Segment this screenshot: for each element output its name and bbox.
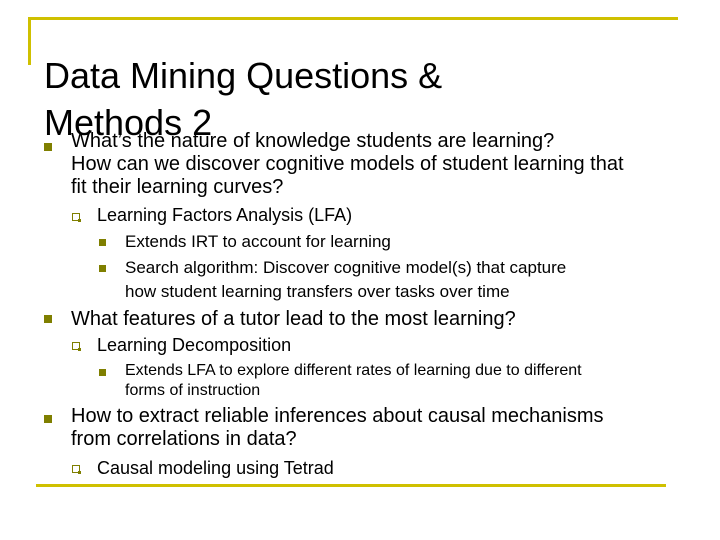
bullet-line: Extends IRT to account for learning [125,232,391,251]
bullet-2-text [71,308,691,331]
frame-left-rule [28,17,31,65]
square-bullet-icon [44,143,52,151]
sub-sub-bullet-lfa-extension [125,361,685,401]
hollow-square-bullet-icon [72,213,80,221]
bullet-line: What features of a tutor lead to the most learning? [71,308,516,330]
sub-sub-bullet-search [125,256,685,304]
frame-top-rule [28,17,678,20]
hollow-square-bullet-icon [72,342,80,350]
hollow-square-bullet-icon [72,465,80,473]
bullet-line: How can we discover cognitive models of student learning that [71,153,624,175]
square-bullet-icon [44,315,52,323]
bullet-line: from correlations in data? [71,428,297,450]
title-line: Data Mining Questions & [44,55,443,97]
bullet-line: fit their learning curves? [71,176,284,198]
sub-sub-bullet-irt [125,230,685,254]
bullet-3-text [71,405,691,451]
square-bullet-icon [99,369,106,376]
bullet-line: How to extract reliable inferences about causal mechanisms [71,405,604,427]
bullet-line: Search algorithm: Discover cognitive model(s) that capture [125,258,567,277]
title-line: Methods 2 [44,102,213,144]
sub-bullet-causal-modeling: Causal modeling using Tetrad [97,458,334,478]
frame-bottom-rule [36,484,666,487]
sub-bullet-lfa: Learning Factors Analysis (LFA) [97,205,353,225]
bullet-line: forms of instruction [125,382,261,399]
bullet-line: how student learning transfers over tasks over time [125,282,510,301]
bullet-line: Extends LFA to explore different rates of learning due to different [125,362,582,379]
square-bullet-icon [99,239,106,246]
bullet-1-text [71,130,691,199]
square-bullet-icon [99,265,106,272]
square-bullet-icon [44,415,52,423]
sub-bullet-learning-decomposition: Learning Decomposition [97,335,292,355]
bullet-line: What’s the nature of knowledge students are learning? [71,130,555,152]
